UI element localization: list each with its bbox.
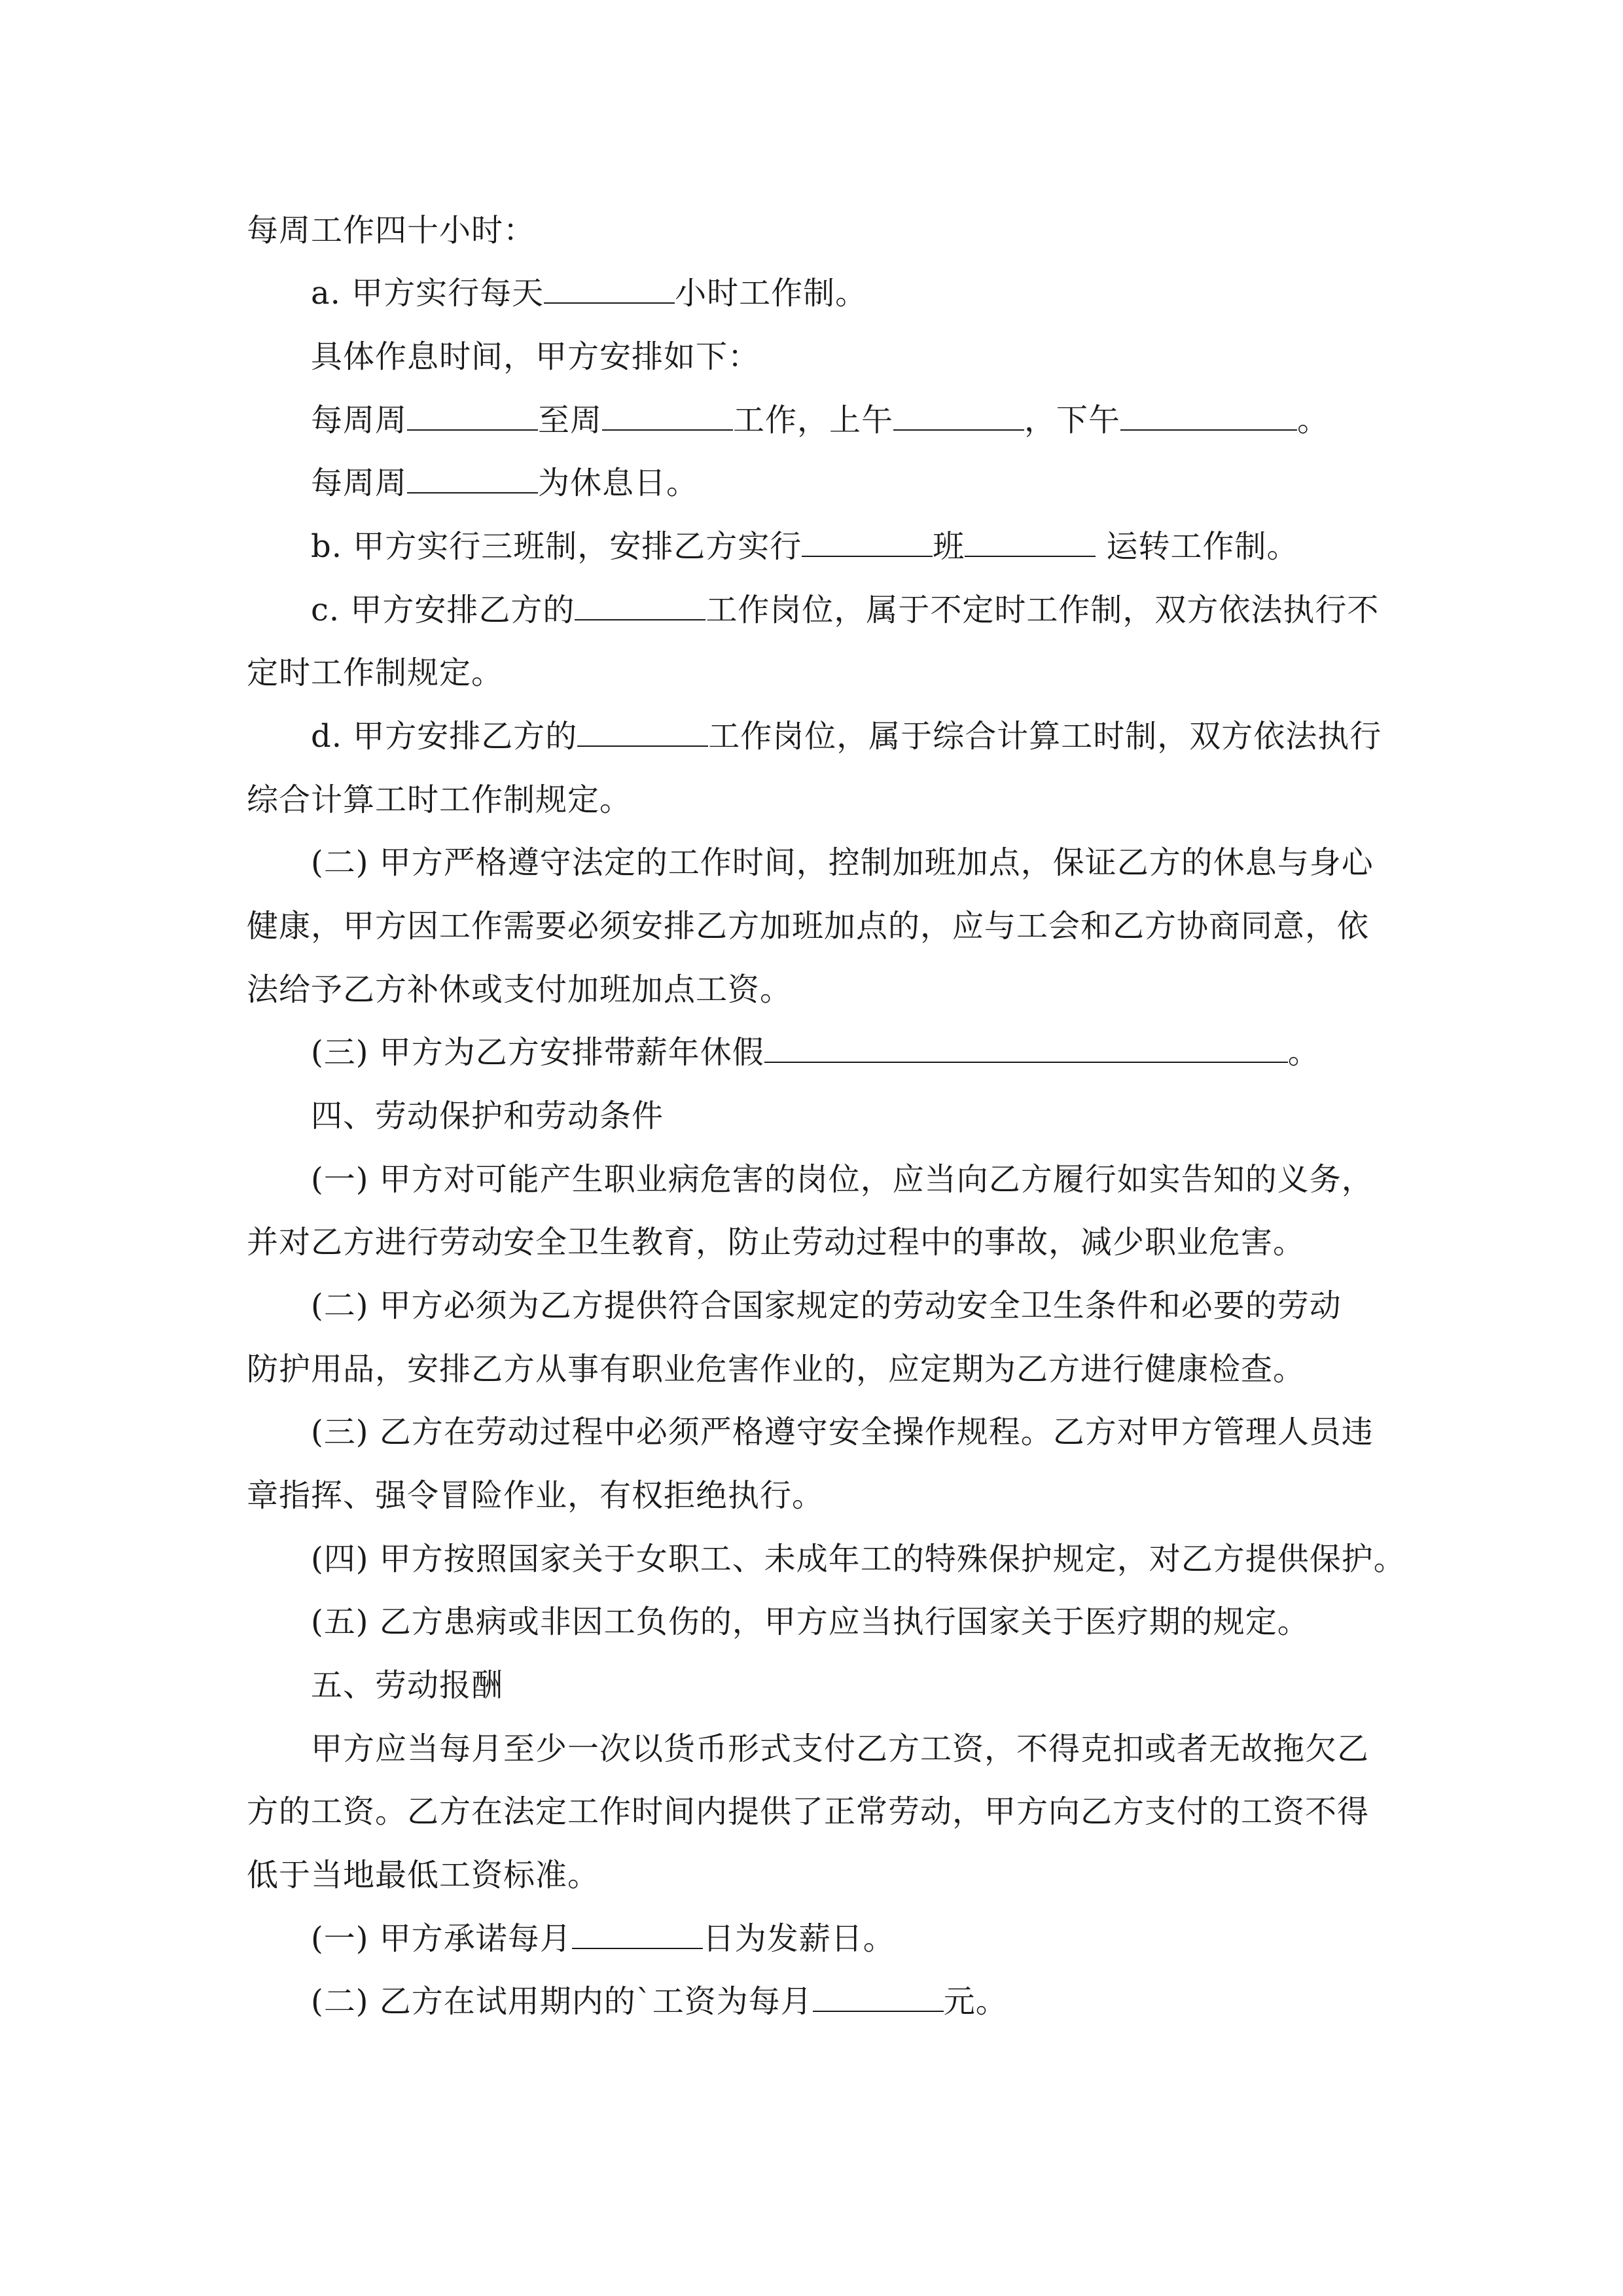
paragraph-safety-conditions-line2: [247, 1350, 1379, 1389]
text: 定时工作制规定。: [247, 655, 504, 691]
paragraph-occupational-hazard-line2: [247, 1223, 1379, 1262]
text: 元。: [943, 1983, 1008, 2020]
paragraph-occupational-hazard-line1: [311, 1160, 1443, 1199]
text: 低于当地最低工资标准。: [247, 1857, 600, 1893]
text: 每周周: [311, 465, 408, 501]
paragraph-special-protection: [311, 1539, 1443, 1579]
schedule-work-days: [311, 401, 1443, 440]
text: 法给予乙方补休或支付加班加点工资。: [247, 971, 793, 1008]
text: 为休息日。: [538, 465, 699, 501]
text: c. 甲方安排乙方的: [311, 592, 575, 628]
paragraph-payday: [311, 1919, 1443, 1958]
clause-d-line1: [311, 717, 1443, 756]
text: (二) 甲方必须为乙方提供符合国家规定的劳动安全卫生条件和必要的劳动: [311, 1287, 1342, 1324]
text: 四、劳动保护和劳动条件: [311, 1098, 664, 1134]
text: (三) 乙方在劳动过程中必须严格遵守安全操作规程。乙方对甲方管理人员违: [311, 1414, 1374, 1450]
text: (五) 乙方患病或非因工负伤的，甲方应当执行国家关于医疗期的规定。: [311, 1604, 1310, 1640]
blank-wage-field[interactable]: [813, 1982, 944, 2012]
text: 运转工作制。: [1096, 528, 1299, 565]
text: 工作岗位，属于综合计算工时制，双方依法执行: [708, 718, 1382, 755]
text: 防护用品，安排乙方从事有职业危害作业的，应定期为乙方进行健康检查。: [247, 1351, 1306, 1388]
blank-start-day-field[interactable]: [407, 401, 538, 431]
text: a. 甲方实行每天: [311, 275, 544, 312]
text: 每周周: [311, 402, 408, 439]
paragraph-wages-line2: [247, 1792, 1379, 1831]
text: 综合计算工时工作制规定。: [247, 781, 632, 818]
text: 。: [1287, 1034, 1320, 1071]
text: 工作岗位，属于不定时工作制，双方依法执行不: [705, 592, 1380, 628]
clause-b-shifts: [311, 527, 1443, 566]
text: 章指挥、强令冒险作业，有权拒绝执行。: [247, 1477, 825, 1514]
blank-payday-field[interactable]: [572, 1919, 703, 1949]
clause-c-line2: [247, 653, 1379, 692]
text: 小时工作制。: [675, 275, 868, 312]
paragraph-overtime-line2: [247, 906, 1379, 946]
text: 具体作息时间，甲方安排如下：: [311, 338, 760, 375]
text: 并对乙方进行劳动安全卫生教育，防止劳动过程中的事故，减少职业危害。: [247, 1224, 1306, 1261]
text: 甲方应当每月至少一次以货币形式支付乙方工资，不得克扣或者无故拖欠乙: [311, 1731, 1370, 1767]
section-heading-labor-protection: [311, 1096, 1443, 1136]
schedule-intro: [311, 337, 1443, 376]
blank-shift-count-field[interactable]: [802, 527, 933, 557]
text: (四) 甲方按照国家关于女职工、未成年工的特殊保护规定，对乙方提供保护。: [311, 1541, 1406, 1577]
text: d. 甲方安排乙方的: [311, 718, 578, 755]
text: b. 甲方实行三班制，安排乙方实行: [311, 528, 802, 565]
paragraph-weekly-hours: [247, 211, 1379, 250]
text: 五、劳动报酬: [311, 1667, 504, 1704]
text: (二) 甲方严格遵守法定的工作时间，控制加班加点，保证乙方的休息与身心: [311, 844, 1374, 881]
paragraph-overtime-line1: [311, 843, 1443, 882]
blank-rotation-field[interactable]: [965, 527, 1096, 557]
text: (三) 甲方为乙方安排带薪年休假: [311, 1034, 764, 1071]
blank-end-day-field[interactable]: [602, 401, 733, 431]
clause-c-line1: [311, 590, 1443, 630]
paragraph-safety-conditions-line1: [311, 1286, 1443, 1325]
blank-morning-field[interactable]: [893, 401, 1024, 431]
paragraph-safety-rules-line2: [247, 1476, 1379, 1515]
text: 方的工资。乙方在法定工作时间内提供了正常劳动，甲方向乙方支付的工资不得: [247, 1793, 1370, 1830]
text: ，下午: [1024, 402, 1121, 439]
blank-position-field[interactable]: [575, 590, 705, 620]
text: 健康，甲方因工作需要必须安排乙方加班加点的，应与工会和乙方协商同意，依: [247, 908, 1370, 944]
text: (二) 乙方在试用期内的`工资为每月: [311, 1983, 813, 2020]
text: (一) 甲方对可能产生职业病危害的岗位，应当向乙方履行如实告知的义务，: [311, 1161, 1374, 1198]
blank-leave-field[interactable]: [764, 1033, 1288, 1063]
section-heading-remuneration: [311, 1666, 1443, 1705]
clause-a-daily-hours: [311, 274, 1443, 313]
paragraph-probation-wage: [311, 1982, 1443, 2021]
blank-afternoon-field[interactable]: [1120, 401, 1297, 431]
paragraph-safety-rules-line1: [311, 1412, 1443, 1452]
blank-rest-day-field[interactable]: [407, 463, 538, 493]
blank-position-field[interactable]: [577, 717, 708, 747]
paragraph-wages-line1: [311, 1729, 1443, 1768]
text: 工作，上午: [733, 402, 894, 439]
clause-d-line2: [247, 780, 1379, 819]
blank-hours-field[interactable]: [544, 274, 675, 304]
schedule-rest-day: [311, 463, 1443, 503]
text: 。: [1297, 402, 1330, 439]
text: 班: [933, 528, 965, 565]
paragraph-medical-period: [311, 1602, 1443, 1641]
text: 每周工作四十小时：: [247, 212, 536, 249]
paragraph-overtime-line3: [247, 970, 1379, 1009]
paragraph-annual-leave: [311, 1033, 1443, 1072]
text: 日为发薪日。: [702, 1920, 895, 1957]
paragraph-wages-line3: [247, 1856, 1379, 1895]
text: (一) 甲方承诺每月: [311, 1920, 572, 1957]
text: 至周: [538, 402, 603, 439]
